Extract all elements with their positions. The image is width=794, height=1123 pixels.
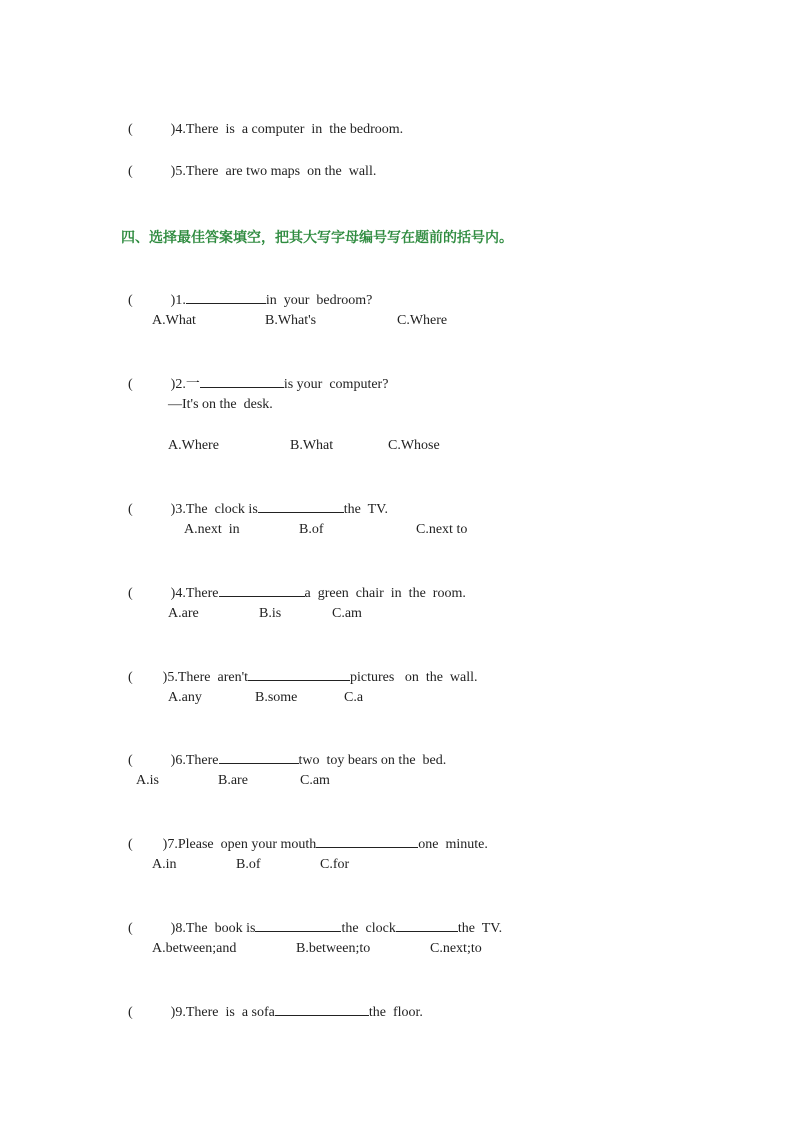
question-prefix: 9.There is a sofa <box>175 1005 275 1020</box>
answer-bracket-close: ) <box>170 921 176 936</box>
option-b: B.What <box>290 438 334 453</box>
question-line <box>121 271 372 310</box>
answer-bracket-open: ( <box>128 164 133 179</box>
question-prefix: 4.There <box>175 586 219 601</box>
fill-blank[interactable] <box>248 666 350 681</box>
fill-blank[interactable] <box>255 917 341 932</box>
answer-bracket-open: ( <box>128 293 133 308</box>
question-text: 4.There is a computer in the bedroom. <box>175 122 404 137</box>
option-a: A.between;and <box>152 941 237 956</box>
answer-bracket-close: ) <box>170 502 176 517</box>
section-heading: 四、选择最佳答案填空，把其大写字母编号写在题前的括号内。 <box>121 230 513 246</box>
question-prefix: 8.The book is <box>175 921 256 936</box>
option-b: B.is <box>259 606 282 621</box>
answer-bracket-open: ( <box>128 502 133 517</box>
fill-blank[interactable] <box>258 498 344 513</box>
question-line <box>121 983 423 1022</box>
question-suffix: pictures on the wall. <box>350 670 478 685</box>
option-a: A.are <box>168 606 199 621</box>
answer-bracket-close: ) <box>170 377 176 392</box>
answer-bracket-open: ( <box>128 586 133 601</box>
question-line <box>121 564 466 603</box>
question-prefix: 6.There <box>175 753 219 768</box>
question-line <box>121 648 478 687</box>
option-c: C.am <box>300 773 330 788</box>
question-prefix: 1. <box>175 293 186 308</box>
question-suffix: the TV. <box>457 921 503 936</box>
question-line <box>121 355 388 394</box>
option-a: A.any <box>168 690 202 705</box>
option-b: B.between;to <box>296 941 371 956</box>
question-prefix: 2.一 <box>175 377 200 392</box>
question-middle: the clock <box>341 921 396 936</box>
question-text: 5.There are two maps on the wall. <box>175 164 377 179</box>
question-suffix: a green chair in the room. <box>304 586 466 601</box>
question-suffix: in your bedroom? <box>265 293 373 308</box>
reply-line: —It's on the desk. <box>168 397 273 412</box>
option-b: B.of <box>299 522 324 537</box>
fill-blank[interactable] <box>219 582 305 597</box>
question-suffix: the floor. <box>368 1005 423 1020</box>
question-line <box>121 145 376 181</box>
answer-bracket-close: ) <box>170 164 176 179</box>
answer-bracket-open: ( <box>128 753 133 768</box>
question-suffix: the TV. <box>343 502 388 517</box>
option-b: B.of <box>236 857 261 872</box>
option-c: C.Whose <box>388 438 440 453</box>
answer-bracket-close: ) <box>162 837 168 852</box>
answer-bracket-open: ( <box>128 1005 133 1020</box>
fill-blank[interactable] <box>200 373 284 388</box>
answer-bracket-close: ) <box>170 753 176 768</box>
question-suffix: two toy bears on the bed. <box>298 753 447 768</box>
answer-bracket-close: ) <box>170 293 176 308</box>
fill-blank[interactable] <box>396 917 458 932</box>
question-line <box>121 103 403 139</box>
question-suffix: is your computer? <box>283 377 389 392</box>
question-prefix: 3.The clock is <box>175 502 258 517</box>
option-c: C.next;to <box>430 941 482 956</box>
option-a: A.Where <box>168 438 219 453</box>
option-a: A.next in <box>184 522 240 537</box>
answer-bracket-close: ) <box>170 122 176 137</box>
answer-bracket-open: ( <box>128 377 133 392</box>
option-b: B.are <box>218 773 248 788</box>
question-line <box>121 731 446 770</box>
option-a: A.is <box>136 773 159 788</box>
option-c: C.next to <box>416 522 468 537</box>
option-c: C.for <box>320 857 350 872</box>
answer-bracket-open: ( <box>128 837 133 852</box>
option-c: C.Where <box>397 313 448 328</box>
question-line <box>121 480 388 519</box>
answer-bracket-open: ( <box>128 921 133 936</box>
option-c: C.a <box>344 690 364 705</box>
option-a: A.What <box>152 313 196 328</box>
answer-bracket-close: ) <box>162 670 168 685</box>
fill-blank[interactable] <box>275 1001 369 1016</box>
option-c: C.am <box>332 606 362 621</box>
question-line <box>121 899 502 938</box>
option-b: B.What's <box>265 313 317 328</box>
answer-bracket-close: ) <box>170 1005 176 1020</box>
fill-blank[interactable] <box>219 749 299 764</box>
question-suffix: one minute. <box>418 837 488 852</box>
answer-bracket-close: ) <box>170 586 176 601</box>
answer-bracket-open: ( <box>128 122 133 137</box>
fill-blank[interactable] <box>186 289 266 304</box>
option-b: B.some <box>255 690 298 705</box>
fill-blank[interactable] <box>316 833 418 848</box>
question-line <box>121 815 488 854</box>
answer-bracket-open: ( <box>128 670 133 685</box>
question-prefix: 5.There aren't <box>167 670 248 685</box>
question-prefix: 7.Please open your mouth <box>167 837 317 852</box>
option-a: A.in <box>152 857 177 872</box>
